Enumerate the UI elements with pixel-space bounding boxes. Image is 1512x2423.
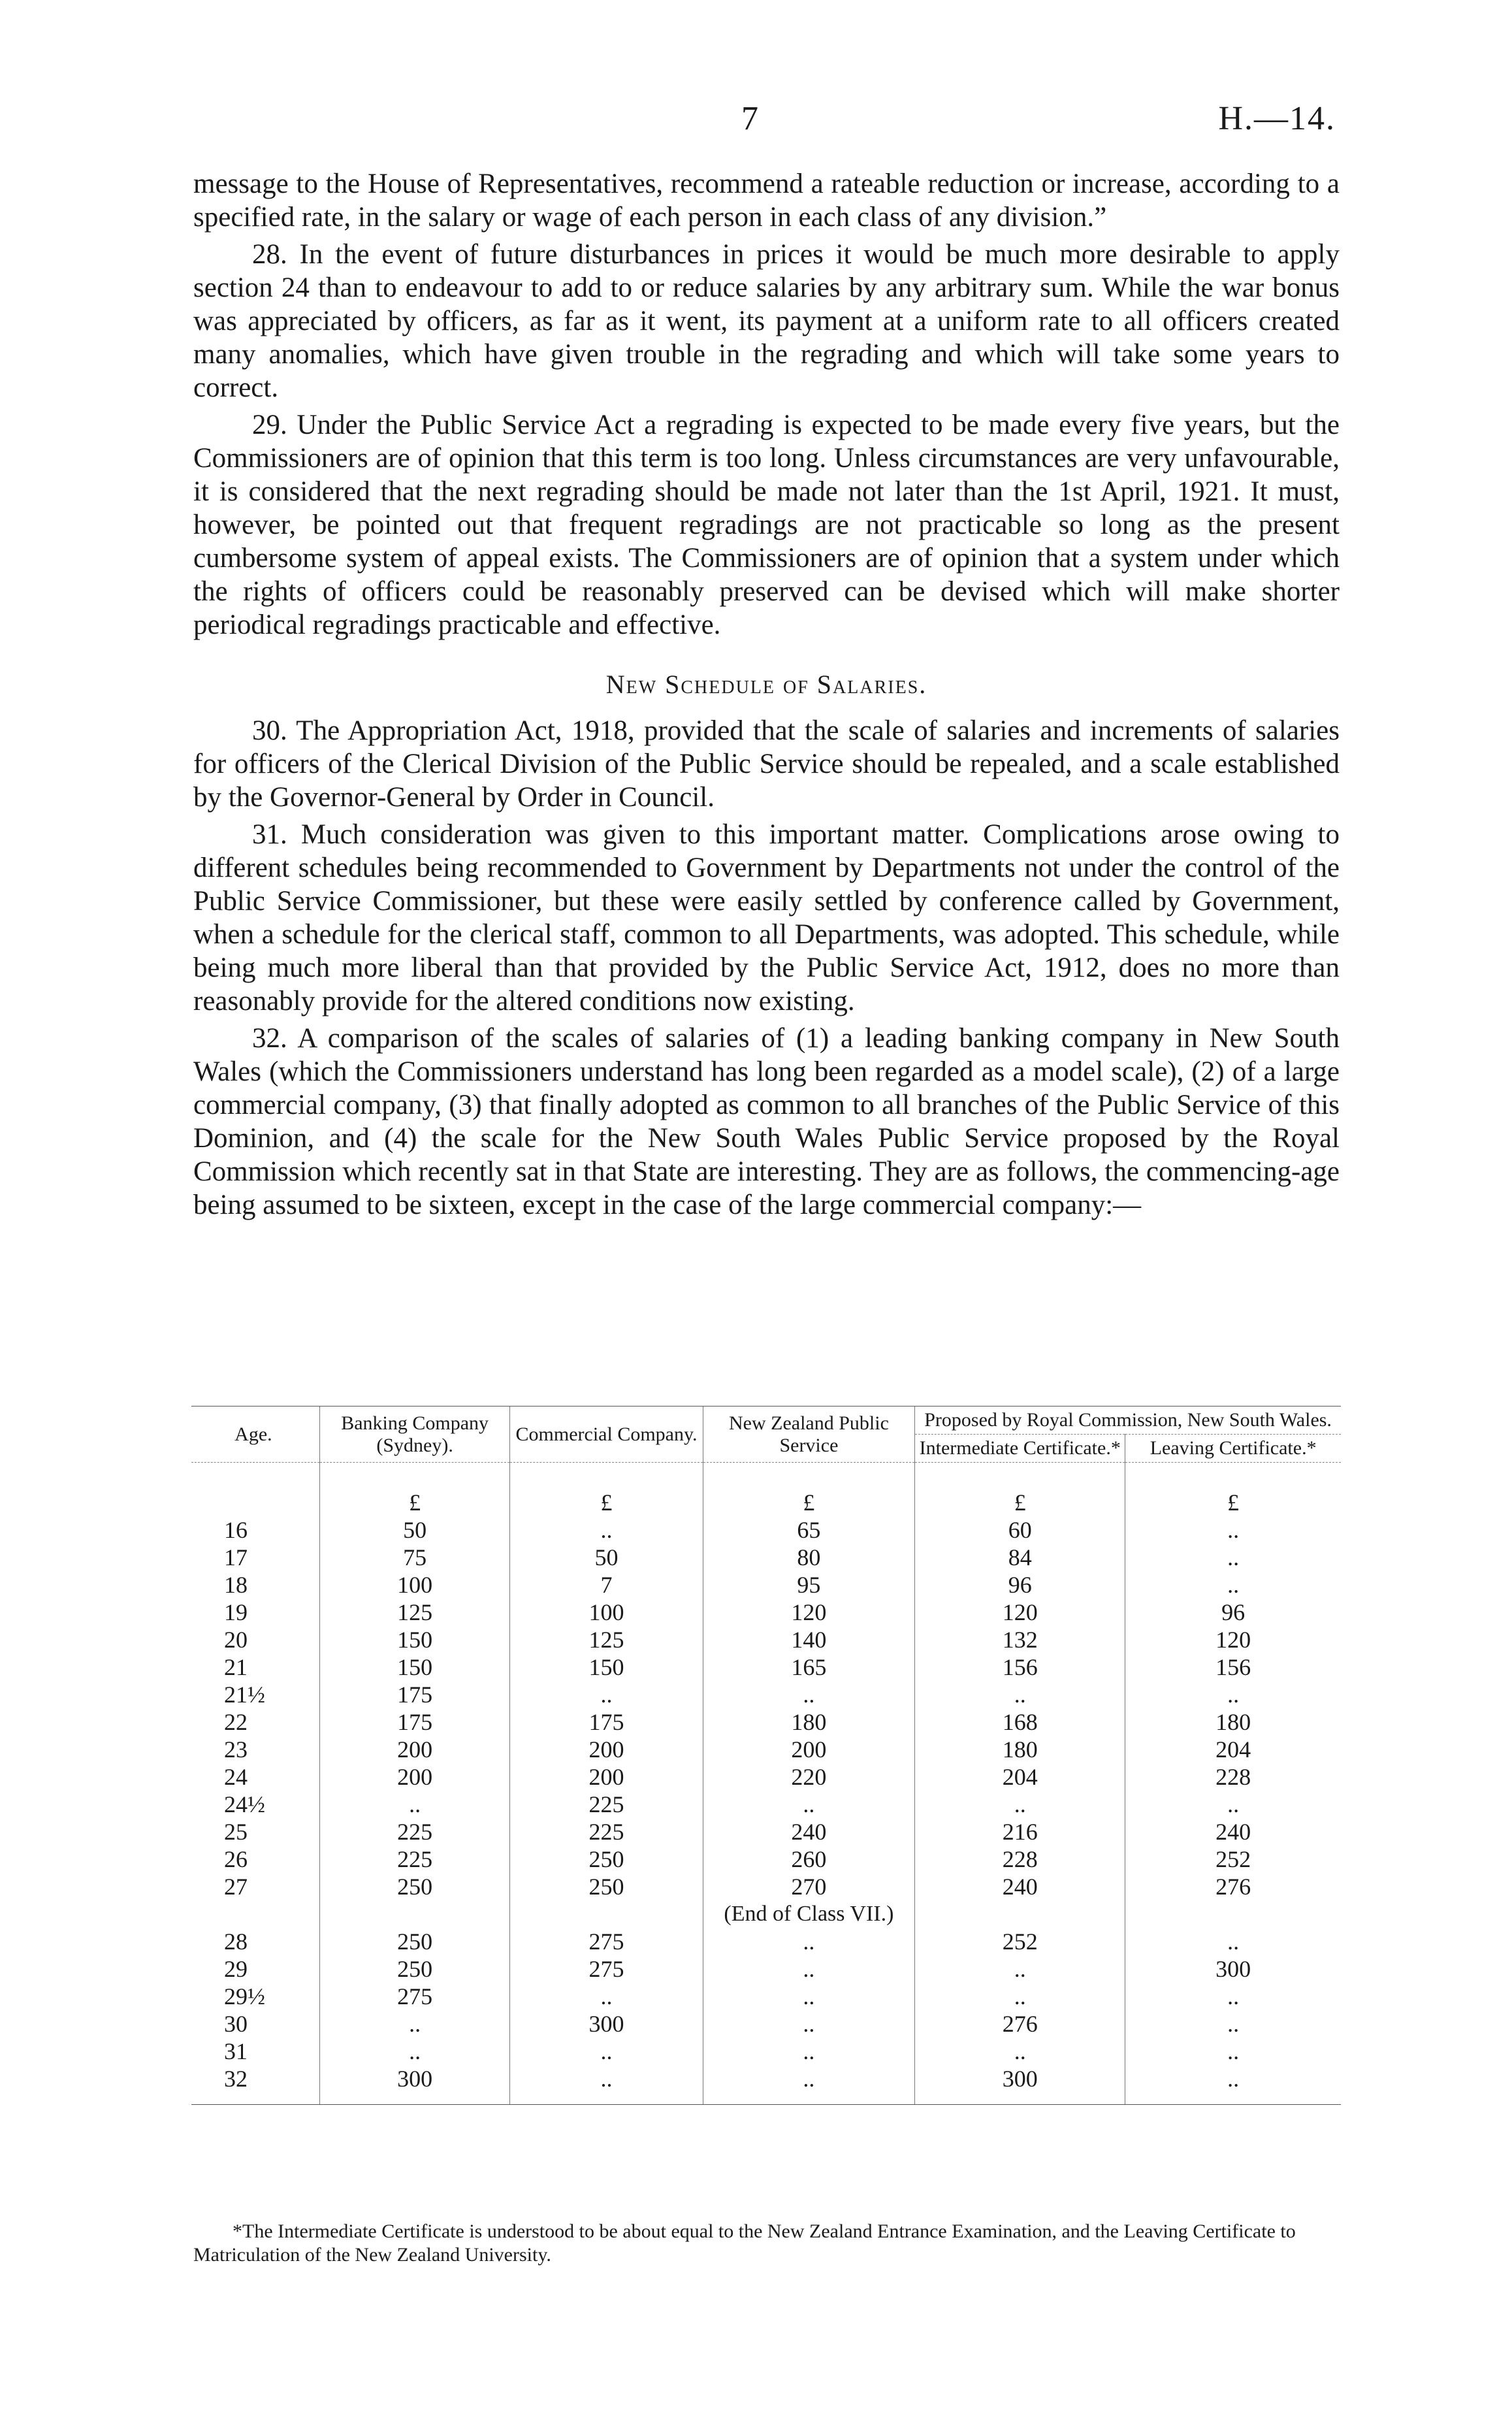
commercial-cell: 250 [510,1873,703,1900]
leaving-cell: .. [1125,1791,1341,1818]
unit-cell: £ [703,1463,915,1517]
intermediate-cell: 84 [915,1544,1125,1571]
banking-cell: 150 [319,1653,510,1681]
intermediate-cell: .. [915,1983,1125,2010]
banking-cell: 300 [319,2065,510,2105]
table-row [191,1516,1341,1544]
table-row [191,1955,1341,1983]
commercial-cell: 225 [510,1818,703,1846]
nz-public-service-cell: 80 [703,1544,915,1571]
age-cell: 16 [224,1517,248,1543]
leaving-cell: 276 [1125,1873,1341,1900]
table-row [191,1873,1341,1900]
paragraph-continued: message to the House of Representatives, recommend a rateable reduction or increase, according to a specified rate, in the salary or wage of each person in each class of any division.” [193,169,1340,233]
banking-cell: 225 [319,1818,510,1846]
table-row [191,1983,1341,2010]
table-row [191,1818,1341,1846]
header-leaving: Leaving Certificate.* [1125,1435,1341,1463]
age-cell: 32 [191,2065,319,2105]
age-cell: 29½ [224,1983,265,2009]
intermediate-cell: 156 [915,1653,1125,1681]
commercial-cell: 125 [510,1626,703,1653]
table-row [191,1846,1341,1873]
banking-cell: 150 [319,1626,510,1653]
header-intermediate: Intermediate Certificate.* [915,1435,1125,1463]
nz-public-service-cell: .. [703,1955,915,1983]
leaving-cell: 96 [1125,1599,1341,1626]
header-age: Age. [191,1407,319,1463]
commercial-cell: .. [510,1681,703,1708]
banking-cell: .. [319,1791,510,1818]
intermediate-cell: 120 [915,1599,1125,1626]
intermediate-cell: .. [915,1791,1125,1818]
intermediate-cell: 276 [915,2010,1125,2038]
leaving-cell: 252 [1125,1846,1341,1873]
age-cell: 19 [224,1599,248,1625]
table-row [191,1736,1341,1763]
commercial-cell: 300 [510,2010,703,2038]
salary-comparison-table-wrapper [191,1406,1341,2105]
unit-cell: £ [915,1463,1125,1517]
age-cell: 17 [224,1544,248,1570]
nz-public-service-cell: .. [703,1681,915,1708]
leaving-cell: .. [1125,1983,1341,2010]
age-cell: 30 [224,2011,248,2037]
age-cell: 27 [224,1874,248,1900]
intermediate-cell: 252 [915,1928,1125,1955]
commercial-cell: 275 [510,1928,703,1955]
leaving-cell: 228 [1125,1763,1341,1791]
leaving-cell: .. [1125,2065,1341,2105]
table-row [191,2065,1341,2105]
intermediate-cell: 240 [915,1873,1125,1900]
end-of-class-note: (End of Class VII.) [703,1900,915,1928]
page-header [0,99,1512,138]
age-cell: 21½ [224,1682,265,1708]
empty-cell [510,1900,703,1928]
banking-cell: 50 [319,1516,510,1544]
empty-cell [191,1900,319,1928]
section-heading: New Schedule of Salaries. [605,670,927,699]
intermediate-cell: 228 [915,1846,1125,1873]
nz-public-service-cell: .. [703,1791,915,1818]
leaving-cell: .. [1125,1928,1341,1955]
leaving-cell: 156 [1125,1653,1341,1681]
commercial-cell: 150 [510,1653,703,1681]
commercial-cell: 200 [510,1736,703,1763]
intermediate-cell: .. [915,1681,1125,1708]
paragraph-30: 30. The Appropriation Act, 1918, provided that the scale of salaries and increments of salaries for officers of the Clerical Division of the Public Service should be repealed, and a scale established by the Governor-General by Order in Council. [193,715,1340,813]
commercial-cell: 100 [510,1599,703,1626]
banking-cell: 250 [319,1928,510,1955]
table-row [191,1763,1341,1791]
age-cell: 21 [224,1654,248,1680]
banking-cell: 100 [319,1571,510,1599]
age-cell: 24½ [224,1791,265,1817]
age-cell: 31 [224,2038,248,2064]
table-row [191,1626,1341,1653]
nz-public-service-cell: .. [703,2010,915,2038]
header-banking: Banking Company (Sydney). [319,1407,510,1463]
age-cell: 26 [224,1846,248,1872]
paragraph-28: 28. In the event of future disturbances in prices it would be much more desirable to apply section 24 than to endeavour to add to or reduce salaries by any arbitrary sum. While the war bonus was appreciated by officers, as far as it went, its payment at a uniform rate to all officers created many anomalies, which have given trouble in the regrading and which will take some years to correct. [193,239,1340,403]
leaving-cell: 240 [1125,1818,1341,1846]
banking-cell: 175 [319,1681,510,1708]
intermediate-cell: .. [915,1955,1125,1983]
age-cell: 20 [224,1627,248,1653]
banking-cell: 125 [319,1599,510,1626]
leaving-cell: .. [1125,1516,1341,1544]
salary-comparison-table [191,1406,1341,2105]
banking-cell: 200 [319,1763,510,1791]
unit-age-cell [191,1463,319,1517]
commercial-cell: 175 [510,1708,703,1736]
leaving-cell: 180 [1125,1708,1341,1736]
unit-cell: £ [319,1463,510,1517]
nz-public-service-cell: 120 [703,1599,915,1626]
age-cell: 29 [224,1956,248,1982]
nz-public-service-cell: 180 [703,1708,915,1736]
nz-public-service-cell: .. [703,2065,915,2105]
commercial-cell: 275 [510,1955,703,1983]
nz-public-service-cell: 65 [703,1516,915,1544]
header-nz-public-service: New Zealand Public Service [703,1407,915,1463]
body-text [193,167,1340,1226]
banking-cell: 200 [319,1736,510,1763]
footnote [193,2220,1340,2267]
banking-cell: .. [319,2038,510,2065]
table-row [191,1599,1341,1626]
age-cell: 23 [224,1736,248,1763]
intermediate-cell: 60 [915,1516,1125,1544]
table-body [191,1463,1341,2105]
leaving-cell: .. [1125,2010,1341,2038]
nz-public-service-cell: .. [703,1928,915,1955]
table-row [191,1544,1341,1571]
banking-cell: 225 [319,1846,510,1873]
leaving-cell: 120 [1125,1626,1341,1653]
age-cell: 18 [224,1572,248,1598]
nz-public-service-cell: .. [703,2038,915,2065]
banking-cell: 275 [319,1983,510,2010]
table-row [191,1708,1341,1736]
commercial-cell: 250 [510,1846,703,1873]
header-royal-commission: Proposed by Royal Commission, New South Wales. [915,1407,1341,1435]
nz-public-service-cell: 270 [703,1873,915,1900]
banking-cell: .. [319,2010,510,2038]
banking-cell: 250 [319,1873,510,1900]
nz-public-service-cell: 165 [703,1653,915,1681]
table-row [191,2010,1341,2038]
nz-public-service-cell: 240 [703,1818,915,1846]
table-row [191,1571,1341,1599]
table-row [191,1681,1341,1708]
intermediate-cell: .. [915,2038,1125,2065]
unit-cell: £ [510,1463,703,1517]
banking-cell: 250 [319,1955,510,1983]
intermediate-cell: 168 [915,1708,1125,1736]
nz-public-service-cell: 200 [703,1736,915,1763]
age-cell: 28 [224,1928,248,1955]
nz-public-service-cell: 220 [703,1763,915,1791]
age-cell: 24 [224,1764,248,1790]
table-row [191,1791,1341,1818]
paragraph-32: 32. A comparison of the scales of salaries of (1) a leading banking company in New South Wales (which the Commissioners understand has long been regarded as a model scale), (2) of a large commercial company, (3) that finally adopted as common to all branches of the Public Service of this Dominion, and (4) the scale for the New South Wales Public Service proposed by the Royal Commission which recently sat in that State are interesting. They are as follows, the commencing-age being assumed to be sixteen, except in the case of the large commercial company:— [193,1023,1340,1220]
intermediate-cell: 96 [915,1571,1125,1599]
footnote-text: *The Intermediate Certificate is understood to be about equal to the New Zealand Entrance Examination, and the Leaving Certificate to Matriculation of the New Zealand University. [193,2220,1296,2266]
empty-cell [915,1900,1125,1928]
nz-public-service-cell: 140 [703,1626,915,1653]
leaving-cell: 204 [1125,1736,1341,1763]
commercial-cell: 7 [510,1571,703,1599]
banking-cell: 175 [319,1708,510,1736]
header-commercial: Commercial Company. [510,1407,703,1463]
empty-cell [319,1900,510,1928]
currency-unit-row [191,1463,1341,1517]
empty-cell [1125,1900,1341,1928]
document-reference: H.—14. [1218,100,1336,137]
paragraph-29: 29. Under the Public Service Act a regrading is expected to be made every five years, but the Commissioners are of opinion that this term is too long. Unless circumstances are very unfavourable, it is considered that the next regrading should be made not later than the 1st April, 1921. It must, however, be pointed out that frequent regradings are not practicable so long as the present cumbersome system of appeal exists. The Commissioners are of opinion that a system under which the rights of officers could be reasonably preserved can be devised which will make shorter periodical regradings practicable and effective. [193,410,1340,640]
intermediate-cell: 132 [915,1626,1125,1653]
leaving-cell: .. [1125,2038,1341,2065]
nz-public-service-cell: .. [703,1983,915,2010]
leaving-cell: .. [1125,1681,1341,1708]
commercial-cell: 225 [510,1791,703,1818]
table-row [191,1928,1341,1955]
commercial-cell: .. [510,2065,703,2105]
nz-public-service-cell: 260 [703,1846,915,1873]
leaving-cell: 300 [1125,1955,1341,1983]
table-header-row [191,1407,1341,1435]
table-row [191,1653,1341,1681]
commercial-cell: .. [510,2038,703,2065]
commercial-cell: 50 [510,1544,703,1571]
nz-public-service-cell: 95 [703,1571,915,1599]
leaving-cell: .. [1125,1571,1341,1599]
end-of-class-note-row [191,1900,1341,1928]
commercial-cell: .. [510,1516,703,1544]
banking-cell: 75 [319,1544,510,1571]
intermediate-cell: 216 [915,1818,1125,1846]
paragraph-31: 31. Much consideration was given to this important matter. Complications arose owing to different schedules being recommended to Government by Departments not under the control of the Public Service Commissioner, but these were easily settled by conference called by Government, when a schedule for the clerical staff, common to all Departments, was adopted. This schedule, while being much more liberal than that provided by the Public Service Act, 1912, does no more than reasonably provide for the altered conditions now existing. [193,819,1340,1016]
intermediate-cell: 180 [915,1736,1125,1763]
unit-cell: £ [1125,1463,1341,1517]
commercial-cell: 200 [510,1763,703,1791]
age-cell: 25 [224,1819,248,1845]
leaving-cell: .. [1125,1544,1341,1571]
page-number: 7 [741,100,758,137]
intermediate-cell: 204 [915,1763,1125,1791]
table-row [191,2038,1341,2065]
commercial-cell: .. [510,1983,703,2010]
age-cell: 22 [224,1709,248,1735]
intermediate-cell: 300 [915,2065,1125,2105]
